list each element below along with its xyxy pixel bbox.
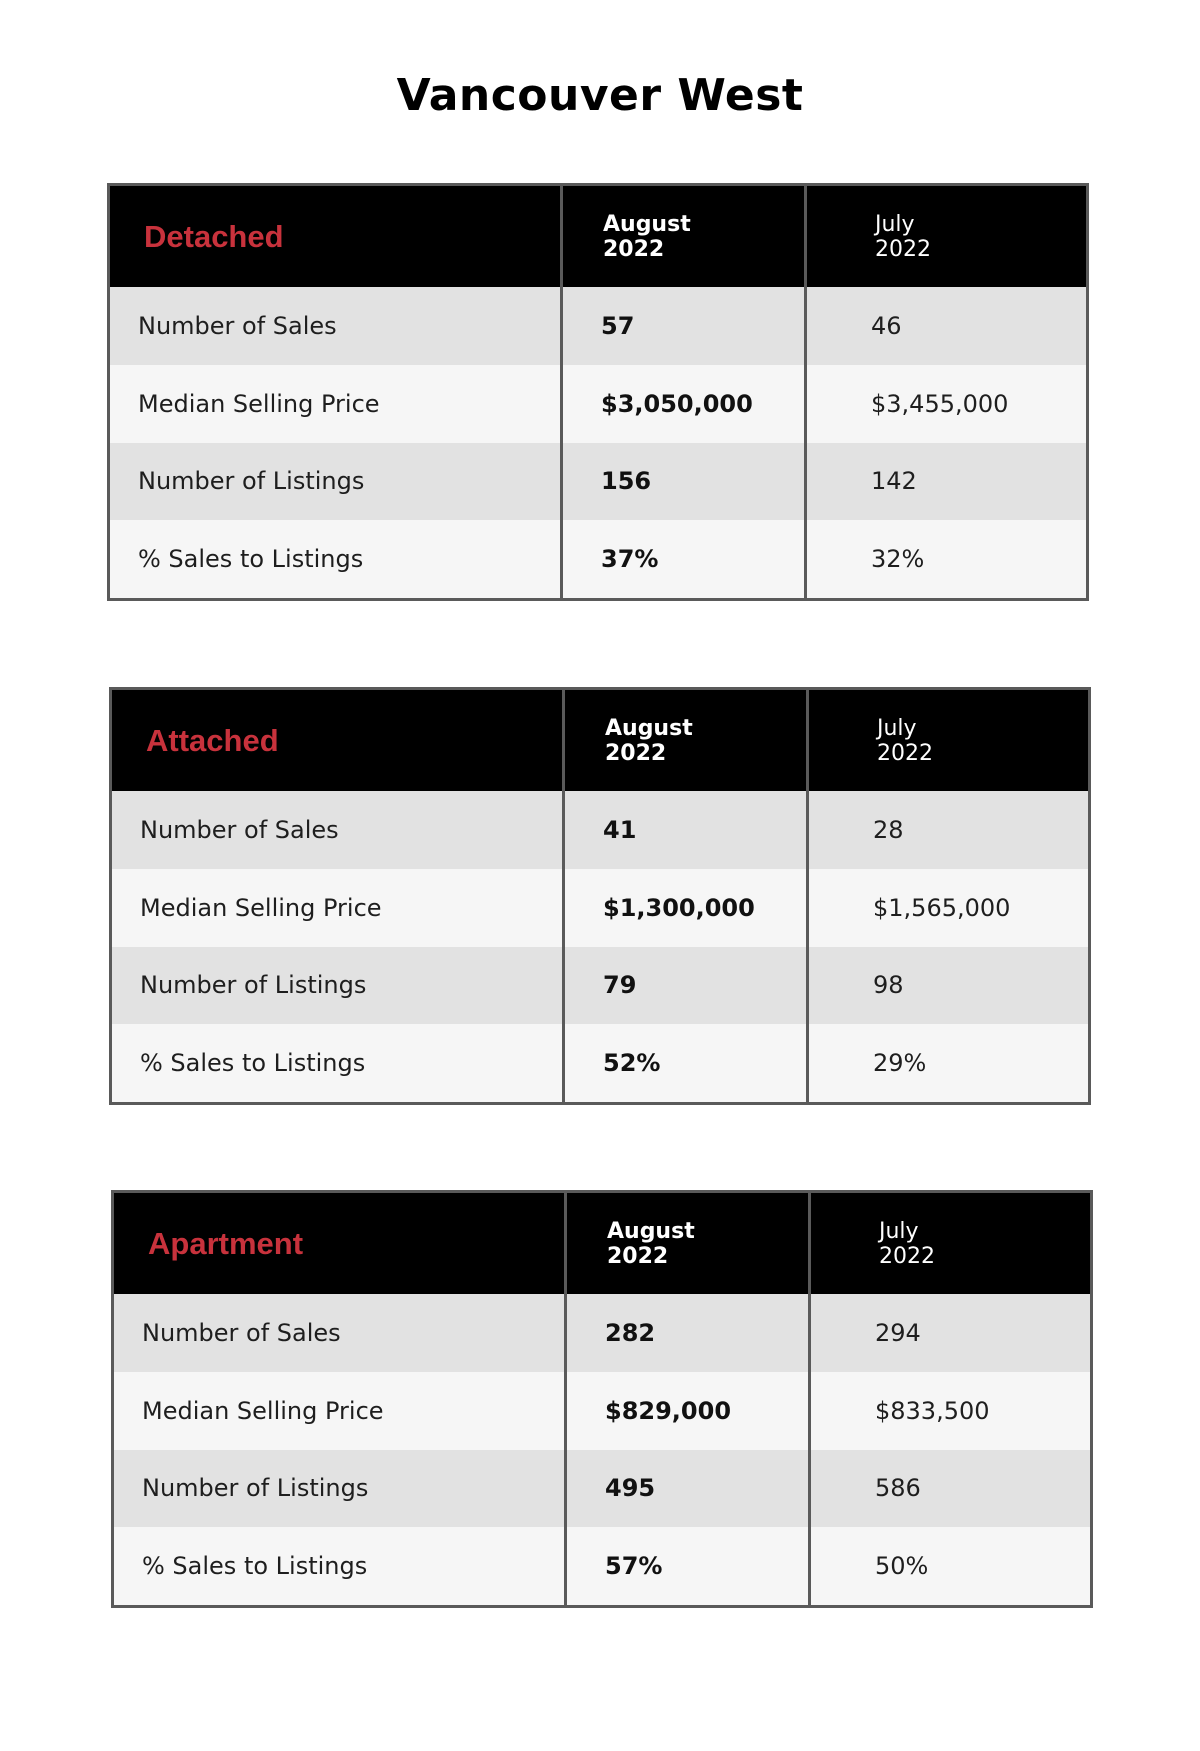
category-heading: Attached	[112, 690, 562, 791]
previous-period-month: July	[877, 715, 917, 741]
current-value: $1,300,000	[565, 869, 806, 947]
current-value: $3,050,000	[563, 365, 804, 443]
apartment-stats-table	[111, 1190, 1093, 1608]
detached-stats-table	[107, 183, 1089, 601]
current-value: 57	[563, 287, 804, 365]
current-value: 282	[567, 1294, 808, 1372]
previous-value: 46	[807, 287, 1086, 365]
previous-value: $833,500	[811, 1372, 1090, 1450]
current-value: 57%	[567, 1527, 808, 1605]
previous-value: 294	[811, 1294, 1090, 1372]
current-period-month: August	[605, 715, 693, 741]
current-value: 495	[567, 1450, 808, 1528]
category-heading: Apartment	[114, 1193, 564, 1294]
current-period-header	[567, 1193, 808, 1294]
previous-period-year: 2022	[875, 236, 931, 262]
current-period-year: 2022	[607, 1243, 669, 1269]
previous-value: 29%	[809, 1024, 1088, 1102]
current-period-year: 2022	[605, 740, 667, 766]
page-title: Vancouver West	[396, 70, 804, 121]
previous-period-header	[807, 186, 1086, 287]
row-label: Median Selling Price	[114, 1372, 564, 1450]
previous-period-month: July	[875, 211, 915, 237]
current-period-month: August	[607, 1218, 695, 1244]
attached-stats-table	[109, 687, 1091, 1105]
previous-period-year: 2022	[879, 1243, 935, 1269]
previous-value: $3,455,000	[807, 365, 1086, 443]
current-value: 37%	[563, 520, 804, 598]
row-label: Number of Sales	[114, 1294, 564, 1372]
row-label: Number of Sales	[112, 791, 562, 869]
previous-value: 50%	[811, 1527, 1090, 1605]
current-value: 79	[565, 947, 806, 1025]
row-label: % Sales to Listings	[110, 520, 560, 598]
current-period-header	[563, 186, 804, 287]
previous-value: 98	[809, 947, 1088, 1025]
row-label: Number of Listings	[110, 443, 560, 521]
current-period-year: 2022	[603, 236, 665, 262]
previous-period-header	[809, 690, 1088, 791]
previous-period-header	[811, 1193, 1090, 1294]
row-label: % Sales to Listings	[114, 1527, 564, 1605]
category-heading: Detached	[110, 186, 560, 287]
current-value: 156	[563, 443, 804, 521]
current-value: 41	[565, 791, 806, 869]
current-period-header	[565, 690, 806, 791]
previous-value: 586	[811, 1450, 1090, 1528]
current-value: 52%	[565, 1024, 806, 1102]
current-period-month: August	[603, 211, 691, 237]
row-label: Number of Listings	[112, 947, 562, 1025]
previous-value: 142	[807, 443, 1086, 521]
row-label: % Sales to Listings	[112, 1024, 562, 1102]
row-label: Median Selling Price	[112, 869, 562, 947]
previous-period-year: 2022	[877, 740, 933, 766]
previous-value: 32%	[807, 520, 1086, 598]
row-label: Number of Listings	[114, 1450, 564, 1528]
previous-value: 28	[809, 791, 1088, 869]
previous-period-month: July	[879, 1218, 919, 1244]
current-value: $829,000	[567, 1372, 808, 1450]
previous-value: $1,565,000	[809, 869, 1088, 947]
row-label: Median Selling Price	[110, 365, 560, 443]
row-label: Number of Sales	[110, 287, 560, 365]
